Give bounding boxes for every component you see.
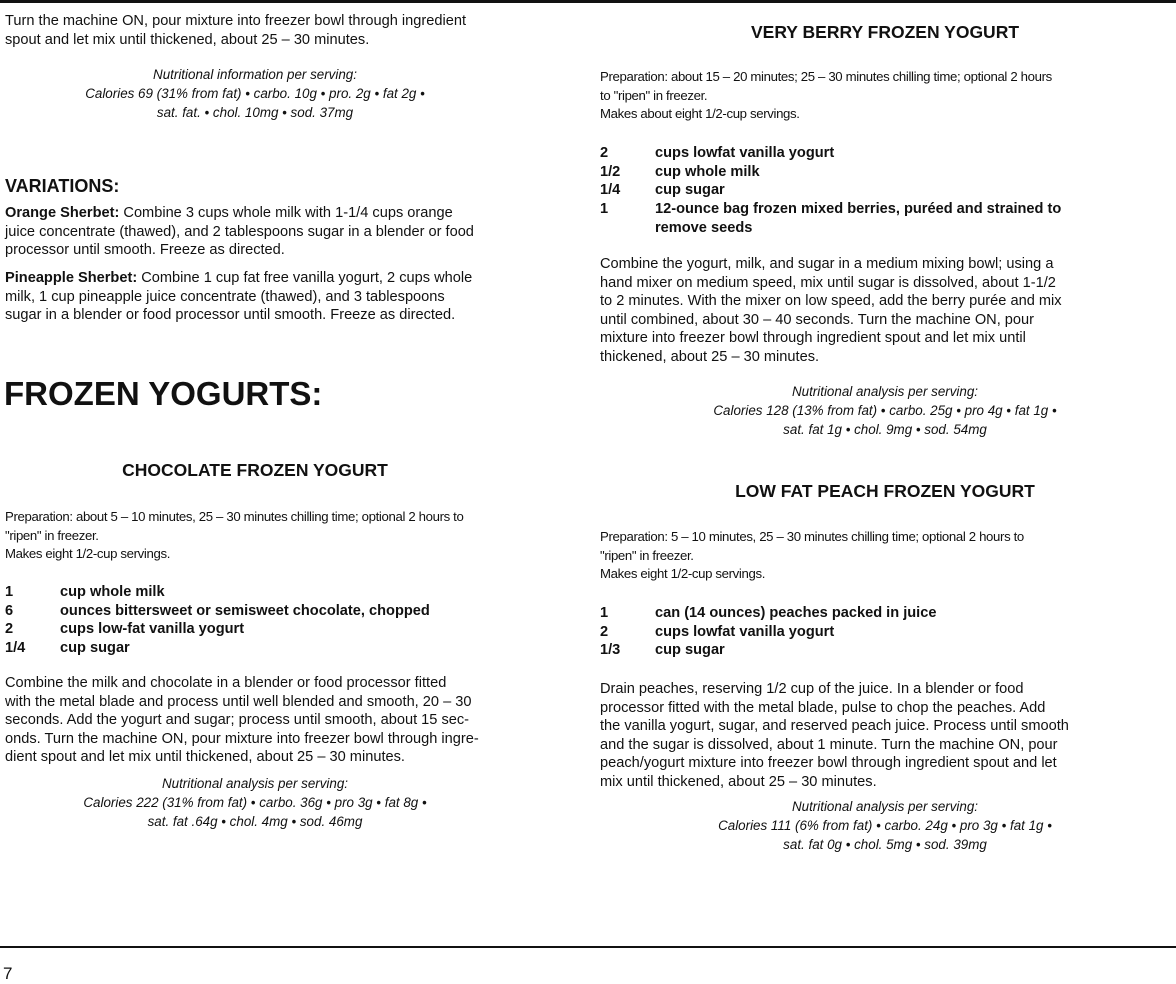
ingredient-row — [600, 219, 1061, 238]
peach-prep — [600, 528, 1024, 584]
variations-heading: VARIATIONS: — [5, 176, 120, 196]
ingredient-amount: 1/4 — [5, 640, 26, 657]
ingredient-name: 12-ounce bag frozen mixed berries, puréed and strained to — [655, 201, 1062, 218]
text-line: Turn the machine ON, pour mixture into freezer bowl through ingredient — [5, 13, 467, 29]
page-number: 7 — [3, 964, 13, 983]
ingredient-amount: 1/2 — [600, 163, 621, 180]
berry-title: VERY BERRY FROZEN YOGURT — [750, 22, 1020, 42]
ingredient-row — [600, 604, 936, 623]
ingredient-row — [600, 200, 1061, 219]
text-line: Nutritional analysis per serving: — [791, 384, 979, 399]
orange-sherbet-variation — [5, 204, 474, 260]
intro-nutrition — [5, 66, 505, 122]
variation-text: processor until smooth. Freeze as directed. — [5, 242, 285, 259]
text-line: thickened, about 25 – 30 minutes. — [600, 348, 820, 365]
pineapple-sherbet-label: Pineapple Sherbet: — [5, 270, 138, 286]
ingredient-row — [5, 602, 430, 621]
ingredient-row — [5, 620, 430, 639]
text-line: "ripen" in freezer. — [600, 547, 694, 563]
text-line: Nutritional information per serving: — [153, 67, 357, 82]
ingredient-name: cup whole milk — [655, 163, 760, 180]
variation-text: Combine 1 cup fat free vanilla yogurt, 2 cups whole — [137, 270, 473, 286]
text-line: peach/yogurt mixture into freezer bowl through ingredient spout and let — [600, 755, 1057, 772]
ingredient-amount: 2 — [5, 621, 14, 638]
text-line: Preparation: about 5 – 10 minutes, 25 – 30 minutes chilling time; optional 2 hours to — [5, 509, 464, 524]
pineapple-sherbet-variation — [5, 269, 472, 325]
ingredient-name: ounces bittersweet or semisweet chocolate, chopped — [60, 602, 430, 619]
chocolate-prep — [5, 508, 464, 564]
ingredient-amount: 1 — [600, 201, 609, 218]
ingredient-name: cup sugar — [655, 182, 725, 199]
ingredient-row — [600, 181, 1061, 200]
text-line: with the metal blade and process until well blended and smooth, 20 – 30 — [5, 693, 472, 710]
chocolate-ingredients — [5, 583, 430, 658]
ingredient-row — [600, 163, 1061, 182]
text-line: mixture into freezer bowl through ingredient spout and let mix until — [600, 330, 1026, 347]
text-line: to "ripen" in freezer. — [600, 87, 708, 103]
orange-sherbet-label: Orange Sherbet: — [5, 205, 120, 221]
text-line: hand mixer on medium speed, mix until sugar is dissolved, about 1-1/2 — [600, 274, 1056, 291]
text-line: Nutritional analysis per serving: — [791, 799, 979, 814]
text-line: and the sugar is dissolved, about 1 minute. Turn the machine ON, pour — [600, 736, 1058, 753]
text-line: Preparation: 5 – 10 minutes, 25 – 30 minutes chilling time; optional 2 hours to — [600, 529, 1024, 544]
text-line: Nutritional analysis per serving: — [161, 776, 349, 791]
text-line: Calories 222 (31% from fat) • carbo. 36g • pro 3g • fat 8g • — [83, 794, 427, 810]
peach-method — [600, 680, 1069, 792]
ingredient-row — [5, 639, 430, 658]
intro-text — [5, 12, 466, 49]
variation-text: milk, 1 cup pineapple juice concentrate (thawed), and 3 tablespoons — [5, 288, 445, 305]
text-line: Makes eight 1/2-cup servings. — [5, 546, 171, 561]
ingredient-amount — [600, 219, 655, 238]
text-line: sat. fat 0g • chol. 5mg • sod. 39mg — [783, 836, 987, 852]
ingredient-name: can (14 ounces) peaches packed in juice — [655, 605, 937, 621]
peach-title: LOW FAT PEACH FROZEN YOGURT — [735, 481, 1035, 501]
text-line: Calories 128 (13% from fat) • carbo. 25g • pro 4g • fat 1g • — [713, 402, 1057, 418]
text-line: sat. fat. • chol. 10mg • sod. 37mg — [156, 104, 354, 120]
ingredient-name: cup sugar — [60, 640, 130, 657]
chocolate-nutrition — [5, 775, 505, 831]
text-line: onds. Turn the machine ON, pour mixture into freezer bowl through ingre- — [5, 730, 479, 747]
variation-text: Combine 3 cups whole milk with 1-1/4 cups orange — [119, 205, 453, 221]
peach-ingredients — [600, 604, 936, 660]
ingredient-amount: 1/4 — [600, 182, 621, 199]
text-line: spout and let mix until thickened, about 25 – 30 minutes. — [5, 31, 370, 48]
ingredient-amount: 1 — [5, 584, 14, 600]
variation-text: sugar in a blender or food processor until smooth. Freeze as directed. — [5, 307, 456, 324]
chocolate-title: CHOCOLATE FROZEN YOGURT — [122, 460, 388, 480]
berry-method — [600, 255, 1062, 367]
text-line: Makes eight 1/2-cup servings. — [600, 566, 766, 581]
text-line: Preparation: about 15 – 20 minutes; 25 – 30 minutes chilling time; optional 2 hours — [600, 69, 1052, 84]
ingredient-amount: 1/3 — [600, 642, 621, 659]
bottom-rule — [0, 946, 1176, 948]
berry-nutrition — [600, 383, 1170, 439]
ingredient-name: remove seeds — [655, 219, 753, 236]
text-line: Combine the milk and chocolate in a blender or food processor fitted — [5, 675, 447, 691]
text-line: "ripen" in freezer. — [5, 527, 99, 543]
text-line: until combined, about 30 – 40 seconds. Turn the machine ON, pour — [600, 311, 1035, 328]
ingredient-name: cups low-fat vanilla yogurt — [60, 621, 245, 638]
ingredient-row — [600, 623, 936, 642]
text-line: Combine the yogurt, milk, and sugar in a medium mixing bowl; using a — [600, 256, 1054, 272]
section-title: FROZEN YOGURTS: — [4, 375, 323, 412]
berry-ingredients — [600, 144, 1061, 238]
text-line: Calories 69 (31% from fat) • carbo. 10g • pro. 2g • fat 2g • — [85, 85, 425, 101]
text-line: the vanilla yogurt, sugar, and reserved peach juice. Process until smooth — [600, 718, 1069, 735]
text-line: dient spout and let mix until thickened, about 25 – 30 minutes. — [5, 749, 405, 766]
ingredient-amount: 2 — [600, 145, 609, 161]
ingredient-amount: 2 — [600, 623, 609, 640]
text-line: to 2 minutes. With the mixer on low speed, add the berry purée and mix — [600, 293, 1062, 310]
chocolate-method — [5, 674, 479, 767]
text-line: Calories 111 (6% from fat) • carbo. 24g • pro 3g • fat 1g • — [718, 817, 1052, 833]
text-line: seconds. Add the yogurt and sugar; process until smooth, about 15 sec- — [5, 712, 470, 729]
top-rule — [0, 0, 1176, 3]
ingredient-amount: 1 — [600, 605, 609, 621]
ingredient-row — [5, 583, 430, 602]
berry-prep — [600, 68, 1052, 124]
text-line: processor fitted with the metal blade, pulse to chop the peaches. Add — [600, 699, 1046, 716]
ingredient-name: cup sugar — [655, 642, 725, 659]
peach-nutrition — [600, 798, 1170, 854]
text-line: mix until thickened, about 25 – 30 minutes. — [600, 773, 877, 790]
ingredient-name: cups lowfat vanilla yogurt — [655, 623, 835, 640]
variation-text: juice concentrate (thawed), and 2 tablespoons sugar in a blender or food — [5, 223, 474, 240]
text-line: sat. fat .64g • chol. 4mg • sod. 46mg — [147, 813, 363, 829]
ingredient-row — [600, 641, 936, 660]
ingredient-amount: 6 — [5, 602, 14, 619]
text-line: Makes about eight 1/2-cup servings. — [600, 106, 800, 121]
ingredient-name: cup whole milk — [60, 584, 165, 600]
text-line: sat. fat 1g • chol. 9mg • sod. 54mg — [783, 421, 987, 437]
ingredient-name: cups lowfat vanilla yogurt — [655, 145, 835, 161]
text-line: Drain peaches, reserving 1/2 cup of the juice. In a blender or food — [600, 681, 1024, 697]
ingredient-row — [600, 144, 1061, 163]
